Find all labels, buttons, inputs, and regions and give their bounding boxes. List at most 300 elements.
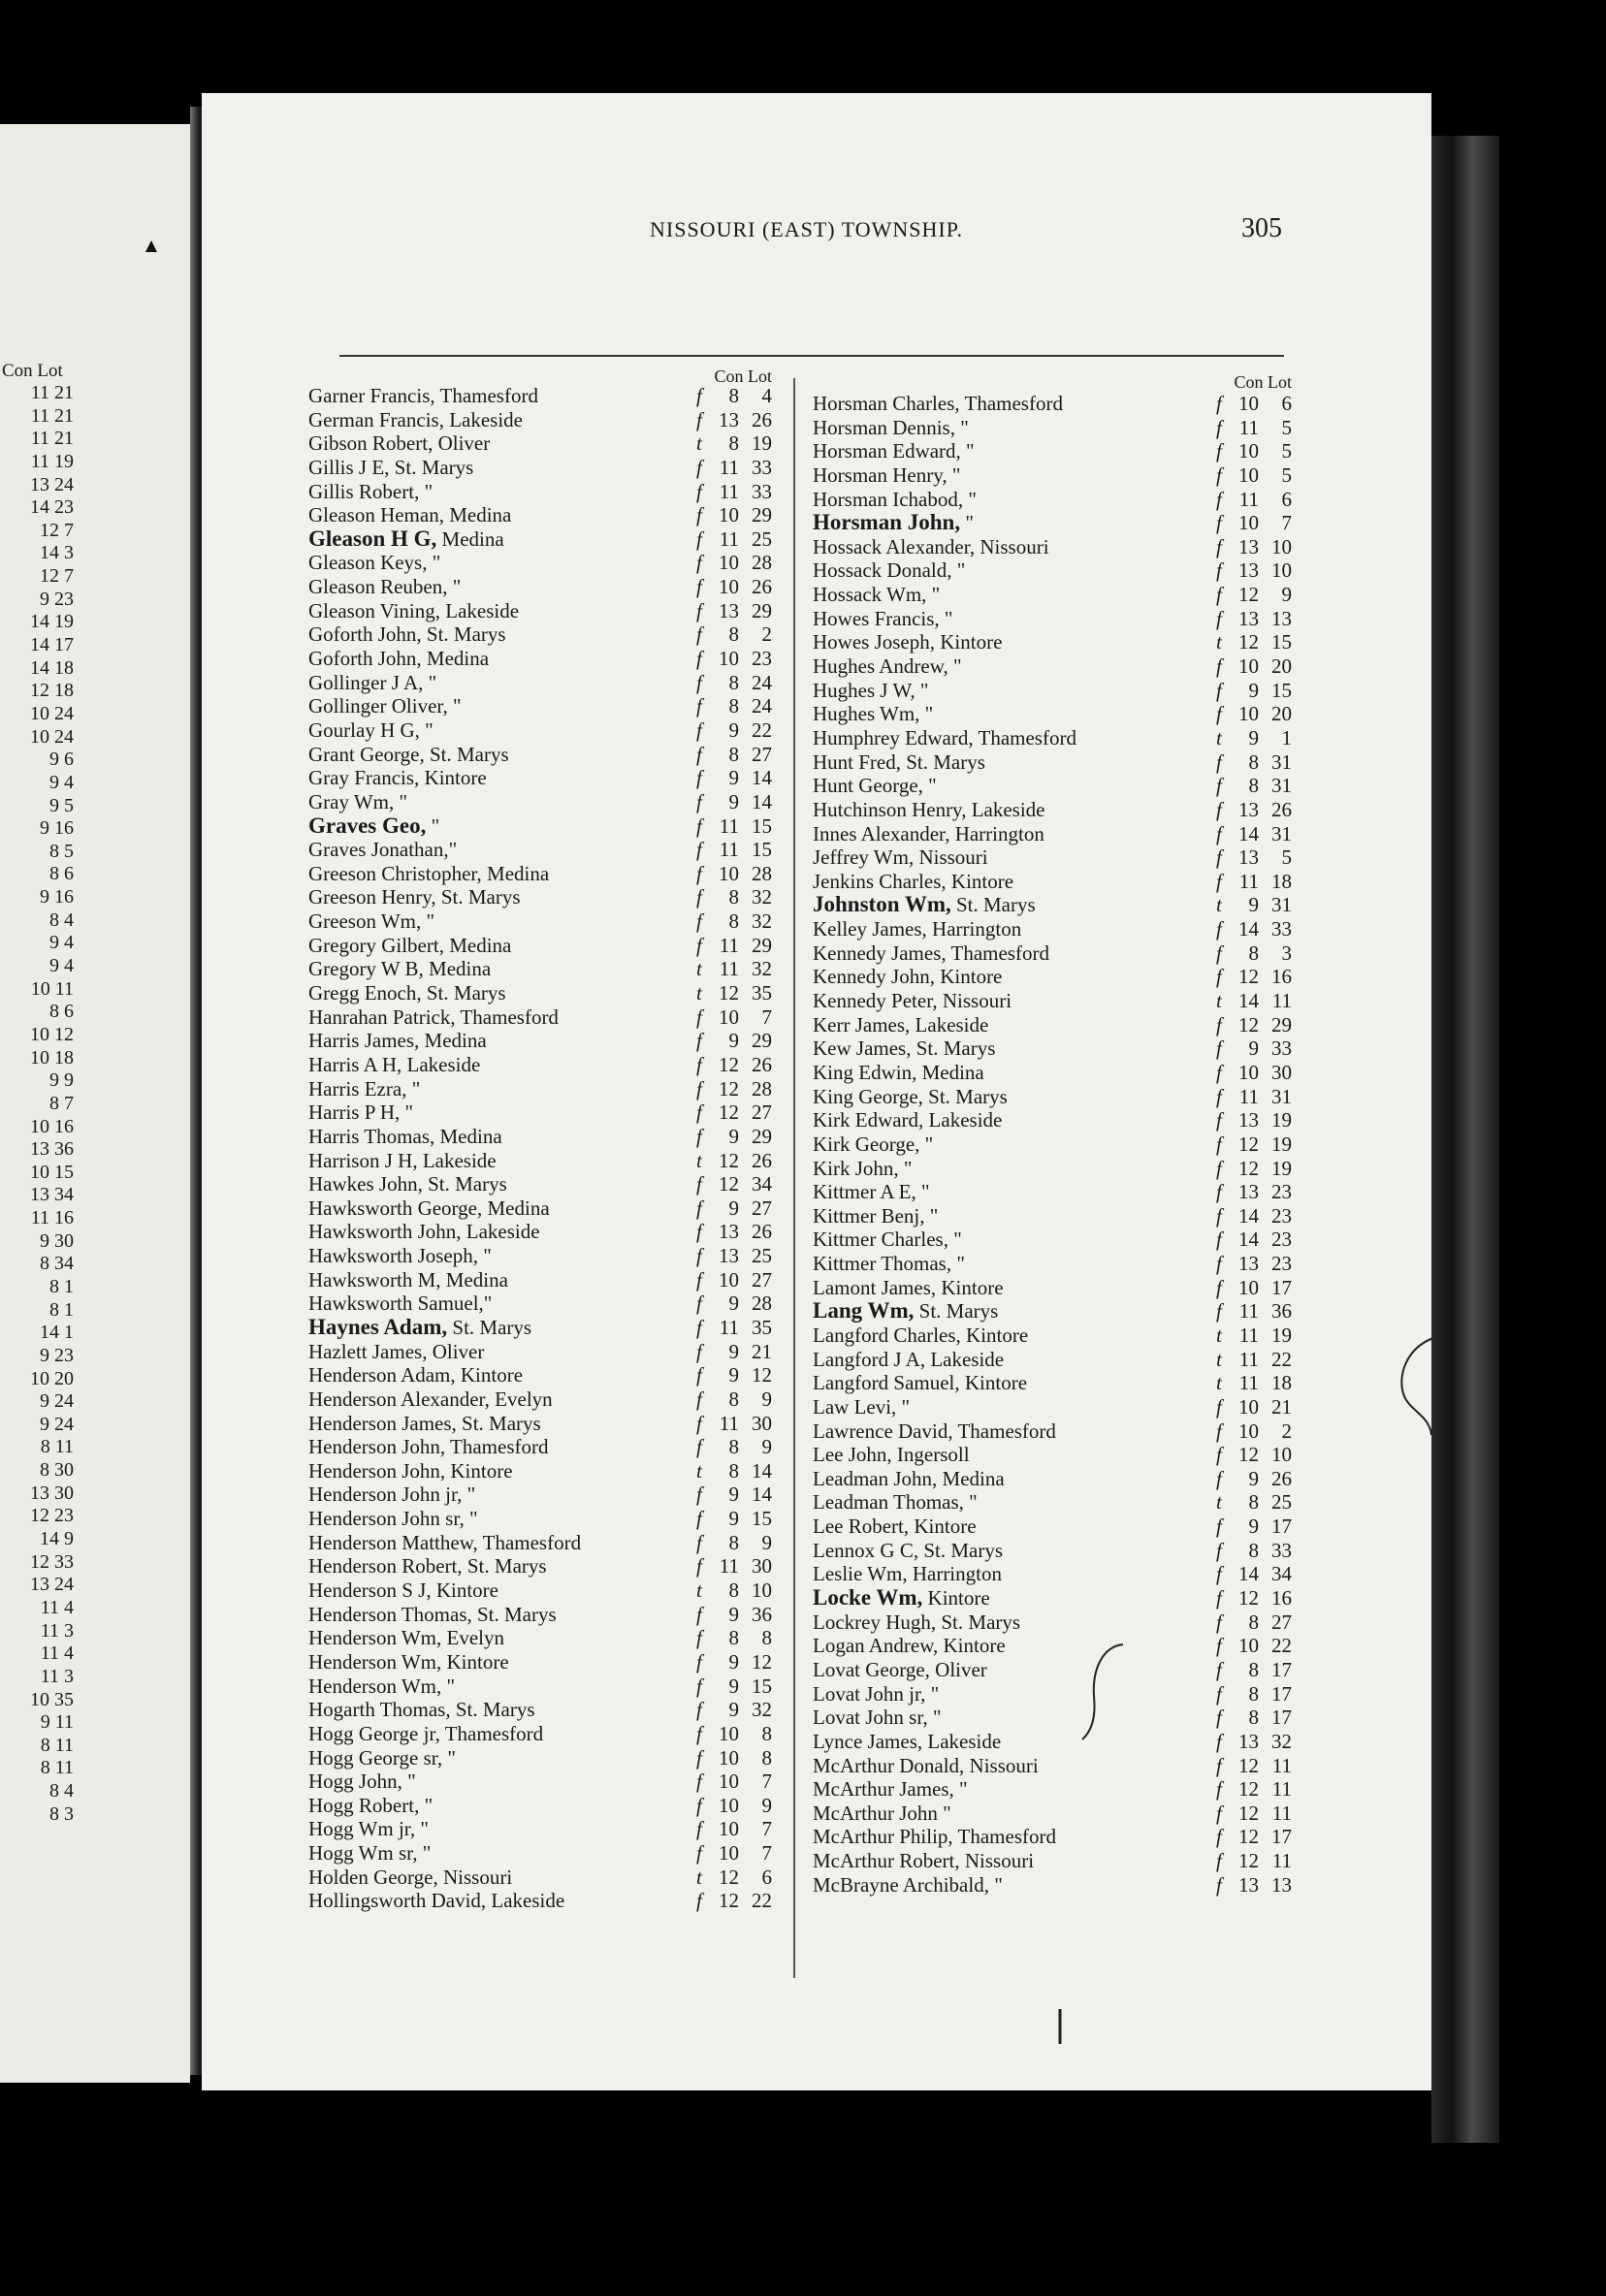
tenure-code: t	[1216, 725, 1222, 749]
concession-number: 12	[1238, 583, 1259, 607]
resident-name-text: Gleason Keys, "	[308, 551, 441, 575]
resident-name	[308, 1626, 504, 1649]
lot-number: 26	[752, 575, 772, 599]
left-page-con-lot-row: 9 6	[49, 749, 74, 771]
tenure-code: t	[1216, 630, 1222, 654]
directory-entry	[308, 790, 772, 814]
lot-number: 27	[752, 1100, 772, 1125]
lot-number: 12	[752, 1649, 772, 1674]
resident-name	[813, 989, 1012, 1012]
tenure-code: f	[696, 1721, 702, 1745]
concession-number: 11	[1238, 1371, 1259, 1395]
directory-entry	[813, 726, 1292, 750]
resident-name	[813, 1634, 1006, 1657]
resident-name	[813, 1754, 1039, 1777]
directory-entry	[813, 798, 1292, 822]
tenure-code: f	[1216, 774, 1222, 798]
directory-entry	[308, 1889, 772, 1913]
tenure-code: f	[1216, 749, 1222, 774]
resident-name	[308, 838, 457, 861]
tenure-code: f	[696, 1554, 702, 1578]
concession-number: 10	[719, 1721, 739, 1745]
directory-entry	[813, 1299, 1292, 1323]
directory-entry	[308, 1363, 772, 1387]
concession-number: 10	[1238, 1394, 1259, 1419]
tenure-code: f	[1216, 511, 1222, 535]
directory-entry	[308, 1292, 772, 1316]
directory-entry	[308, 1435, 772, 1459]
con-lot-header: Con Lot	[714, 367, 772, 386]
lot-number: 35	[752, 1315, 772, 1339]
concession-number: 9	[728, 1698, 739, 1722]
resident-name-text: Lovat George, Oliver	[813, 1657, 987, 1681]
tenure-code: f	[1216, 845, 1222, 870]
lot-number: 5	[1281, 439, 1292, 463]
resident-name-text: Jeffrey Wm, Nissouri	[813, 845, 988, 870]
tenure-code: f	[696, 1698, 702, 1722]
concession-number: 8	[1248, 1490, 1259, 1515]
concession-number: 9	[728, 766, 739, 790]
concession-number: 11	[719, 526, 739, 551]
resident-name	[308, 1841, 431, 1865]
lot-number: 19	[752, 431, 772, 456]
tenure-code: f	[696, 1889, 702, 1913]
directory-entry	[813, 1825, 1292, 1849]
left-page-con-lot-row: 13 24	[30, 1574, 74, 1596]
resident-name-text: Henderson Wm, Kintore	[308, 1649, 509, 1674]
resident-name	[813, 1802, 951, 1825]
resident-name-text: Henderson Matthew, Thamesford	[308, 1530, 582, 1554]
lot-number: 11	[1271, 1753, 1292, 1777]
tenure-code: f	[1216, 1681, 1222, 1706]
concession-number: 12	[719, 1076, 739, 1100]
resident-name	[308, 1889, 564, 1912]
resident-name	[813, 798, 1045, 821]
resident-name-text: Lamont James, Kintore	[813, 1275, 1004, 1299]
concession-number: 11	[719, 813, 739, 838]
lot-number: 17	[1271, 1825, 1292, 1849]
lot-number: 28	[752, 1076, 772, 1100]
resident-name	[813, 1395, 910, 1419]
directory-entry	[813, 1013, 1292, 1037]
resident-name	[813, 607, 952, 630]
concession-number: 10	[1238, 462, 1259, 487]
directory-entry	[308, 957, 772, 981]
lot-number: 33	[752, 455, 772, 479]
resident-name-text: Hutchinson Henry, Lakeside	[813, 797, 1045, 821]
resident-name-text: Hossack Wm, "	[813, 583, 941, 607]
resident-name-text: Henderson John jr, "	[308, 1483, 476, 1507]
concession-number: 11	[719, 455, 739, 479]
lot-number: 21	[752, 1339, 772, 1363]
directory-entry	[813, 1802, 1292, 1826]
left-page-con-lot-row: 12 7	[40, 519, 74, 541]
lot-number: 26	[1271, 797, 1292, 821]
concession-number: 11	[719, 838, 739, 862]
concession-number: 12	[719, 1052, 739, 1076]
tenure-code: f	[696, 1172, 702, 1196]
resident-name-text: Kirk John, "	[813, 1156, 913, 1180]
lot-number: 15	[752, 1674, 772, 1698]
tenure-code: f	[1216, 1849, 1222, 1873]
tenure-code: f	[696, 1315, 702, 1339]
directory-entry	[308, 694, 772, 718]
directory-entry	[308, 766, 772, 790]
resident-name-text: Henderson Wm, "	[308, 1674, 456, 1698]
left-page-con-lot-row: 12 7	[40, 565, 74, 588]
resident-name	[813, 679, 928, 702]
concession-number: 8	[1248, 749, 1259, 774]
concession-number: 12	[1238, 1777, 1259, 1802]
resident-name-text: Hogg George sr, "	[308, 1745, 456, 1770]
resident-name-text: Hawksworth Samuel,"	[308, 1292, 493, 1316]
resident-name	[813, 1777, 968, 1801]
left-page-con-lot-row: 11 4	[40, 1596, 74, 1618]
resident-name-text: Lovat John sr, "	[813, 1706, 942, 1730]
directory-entry	[813, 1586, 1292, 1610]
resident-name-text: Kew James, St. Marys	[813, 1036, 996, 1061]
resident-name	[813, 702, 933, 725]
resident-name	[308, 647, 489, 670]
left-page-con-lot-row: 10 18	[30, 1046, 74, 1068]
resident-name-text: Garner Francis, Thamesford	[308, 384, 538, 407]
lot-number: 9	[761, 1530, 772, 1554]
tenure-code: f	[1216, 1729, 1222, 1753]
tenure-code: f	[696, 909, 702, 934]
left-page-con-lot-row: 11 21	[30, 428, 74, 450]
tenure-code: f	[1216, 487, 1222, 511]
resident-name-text: Henderson James, St. Marys	[308, 1411, 541, 1435]
tenure-code: f	[696, 1387, 702, 1411]
resident-name	[308, 503, 511, 526]
tenure-code: f	[696, 1100, 702, 1125]
directory-entry	[813, 750, 1292, 775]
directory-entry	[308, 1483, 772, 1507]
lot-number: 3	[1281, 941, 1292, 965]
lot-number: 16	[1271, 965, 1292, 989]
tenure-code: f	[1216, 534, 1222, 558]
tenure-code: f	[1216, 558, 1222, 583]
directory-entry	[308, 551, 772, 575]
tenure-code: f	[696, 789, 702, 813]
left-page-con-lot-row: 11 16	[30, 1207, 74, 1229]
directory-entry	[308, 599, 772, 623]
resident-name	[308, 1244, 492, 1267]
directory-entry	[813, 1157, 1292, 1181]
tenure-code: f	[1216, 1657, 1222, 1681]
resident-name-text: Hawksworth George, Medina	[308, 1196, 550, 1220]
resident-name	[813, 1419, 1056, 1443]
pencil-stroke-mark	[1055, 2007, 1065, 2046]
resident-name	[308, 1077, 420, 1100]
resident-name-text: Jenkins Charles, Kintore	[813, 869, 1014, 893]
resident-name-text: Goforth John, Medina	[308, 647, 490, 671]
tenure-code: t	[1216, 1323, 1222, 1347]
tenure-code: t	[696, 431, 702, 456]
resident-name-text: Kirk George, "	[813, 1132, 934, 1156]
resident-name	[813, 1061, 984, 1084]
resident-name-text: Gibson Robert, Oliver	[308, 431, 491, 456]
lot-number: 31	[1271, 893, 1292, 917]
resident-name-text: McArthur John "	[813, 1801, 951, 1825]
left-page-con-lot-row: 9 24	[40, 1413, 74, 1435]
directory-entry	[813, 1180, 1292, 1204]
concession-number: 8	[728, 1435, 739, 1459]
concession-number: 13	[1238, 558, 1259, 583]
tenure-code: f	[1216, 1108, 1222, 1132]
left-page-con-lot-row: 9 11	[40, 1711, 74, 1734]
lot-number: 9	[761, 1793, 772, 1817]
concession-number: 8	[728, 885, 739, 909]
directory-entry	[813, 1348, 1292, 1372]
resident-name-text: McArthur Philip, Thamesford	[813, 1825, 1056, 1849]
resident-name-text: Kittmer Benj, "	[813, 1203, 939, 1228]
resident-name-text: McBrayne Archibald, "	[813, 1872, 1003, 1897]
tenure-code: f	[1216, 439, 1222, 463]
concession-number: 12	[719, 1865, 739, 1889]
directory-entry	[813, 1061, 1292, 1085]
resident-name	[813, 1730, 1001, 1753]
tenure-code: f	[1216, 1156, 1222, 1180]
tenure-code: f	[1216, 678, 1222, 702]
resident-name-text: Hunt Fred, St. Marys	[813, 749, 985, 774]
directory-entry	[308, 647, 772, 671]
directory-entry	[308, 1412, 772, 1436]
directory-entry	[308, 934, 772, 958]
lot-number: 9	[761, 1435, 772, 1459]
tenure-code: f	[696, 933, 702, 957]
lot-number: 26	[752, 1052, 772, 1076]
concession-number: 12	[719, 1148, 739, 1172]
lot-number: 32	[752, 957, 772, 981]
lot-number: 27	[752, 742, 772, 766]
lot-number: 26	[752, 1220, 772, 1244]
resident-name-text: Kittmer Charles, "	[813, 1228, 962, 1252]
left-page-con-lot-row: 10 24	[30, 702, 74, 724]
concession-number: 13	[719, 1244, 739, 1268]
concession-number: 8	[728, 1530, 739, 1554]
resident-post-office: St. Marys	[447, 1315, 532, 1339]
concession-number: 12	[1238, 1753, 1259, 1777]
lot-number: 10	[1271, 534, 1292, 558]
tenure-code: f	[1216, 1706, 1222, 1730]
tenure-code: f	[696, 1292, 702, 1316]
tenure-code: f	[696, 622, 702, 647]
lot-number: 17	[1271, 1681, 1292, 1706]
resident-name-text: Henderson S J, Kintore	[308, 1578, 498, 1603]
resident-name	[813, 439, 975, 462]
lot-number: 28	[752, 551, 772, 575]
lot-number: 29	[752, 1029, 772, 1053]
concession-number: 12	[1238, 1012, 1259, 1036]
lot-number: 14	[752, 1458, 772, 1483]
directory-entry	[813, 630, 1292, 654]
lot-number: 4	[761, 384, 772, 407]
left-page-con-lot-row: 10 16	[30, 1115, 74, 1137]
concession-number: 8	[1248, 774, 1259, 798]
lot-number: 26	[1271, 1466, 1292, 1490]
resident-name-text: Horsman Edward, "	[813, 439, 975, 463]
resident-name	[308, 790, 407, 813]
tenure-code: t	[1216, 1490, 1222, 1515]
concession-number: 9	[1248, 725, 1259, 749]
resident-post-office: St. Marys	[950, 893, 1036, 917]
resident-name	[308, 694, 462, 718]
lot-number: 15	[752, 1507, 772, 1531]
directory-entry	[308, 838, 772, 862]
resident-post-office: St. Marys	[914, 1299, 999, 1323]
resident-name-text: Langford Charles, Kintore	[813, 1323, 1029, 1347]
tenure-code: f	[696, 1602, 702, 1626]
tenure-code: f	[696, 1339, 702, 1363]
resident-name-text: Gleason Vining, Lakeside	[308, 598, 520, 622]
tenure-code: f	[1216, 654, 1222, 679]
resident-name	[308, 575, 461, 598]
left-page-con-lot-row: 8 6	[49, 863, 74, 885]
resident-name-text: Gollinger Oliver, "	[308, 694, 462, 718]
resident-name	[308, 909, 434, 933]
directory-entry	[813, 1108, 1292, 1132]
directory-entry	[308, 1794, 772, 1818]
lot-number: 36	[1271, 1299, 1292, 1323]
lot-number: 17	[1271, 1275, 1292, 1299]
resident-name-text: Hawksworth M, Medina	[308, 1267, 508, 1292]
lot-number: 25	[1271, 1490, 1292, 1515]
concession-number: 11	[1238, 869, 1259, 893]
directory-entry	[813, 774, 1292, 798]
directory-entry	[308, 1841, 772, 1866]
resident-name	[308, 1794, 433, 1817]
resident-name-text: Humphrey Edward, Thamesford	[813, 725, 1076, 749]
lot-number: 2	[761, 622, 772, 647]
directory-entry	[308, 1005, 772, 1030]
concession-number: 12	[1238, 630, 1259, 654]
resident-name-text: Innes Alexander, Harrington	[813, 821, 1044, 845]
concession-number: 10	[719, 1793, 739, 1817]
concession-number: 8	[1248, 1610, 1259, 1634]
resident-name-text: Lee John, Ingersoll	[813, 1443, 970, 1467]
concession-number: 9	[1248, 1036, 1259, 1061]
concession-number: 11	[1238, 1299, 1259, 1323]
left-page-con-lot-row: 8 7	[49, 1092, 74, 1114]
lot-number: 19	[1271, 1323, 1292, 1347]
concession-number: 9	[728, 1674, 739, 1698]
lot-number: 33	[1271, 917, 1292, 941]
tenure-code: f	[696, 1626, 702, 1650]
resident-name	[308, 1554, 547, 1578]
concession-number: 9	[1248, 1466, 1259, 1490]
lot-number: 29	[1271, 1012, 1292, 1036]
lot-number: 12	[752, 1363, 772, 1387]
concession-number: 11	[719, 1315, 739, 1339]
concession-number: 8	[1248, 1657, 1259, 1681]
lot-number: 19	[1271, 1156, 1292, 1180]
resident-name	[308, 1100, 413, 1124]
directory-entry	[813, 1754, 1292, 1778]
tenure-code: f	[696, 647, 702, 671]
resident-name	[308, 551, 440, 574]
concession-number: 8	[728, 1387, 739, 1411]
directory-entry	[308, 1172, 772, 1196]
concession-number: 9	[1248, 893, 1259, 917]
lot-number: 25	[752, 526, 772, 551]
concession-number: 11	[719, 957, 739, 981]
resident-name-text: Goforth John, St. Marys	[308, 622, 506, 647]
resident-name	[308, 1125, 502, 1148]
directory-entry	[813, 463, 1292, 488]
resident-name	[308, 408, 523, 431]
resident-name	[813, 416, 969, 439]
tenure-code: f	[1216, 1132, 1222, 1156]
resident-name-text: Kelley James, Harrington	[813, 917, 1022, 941]
left-page-con-lot-row: 9 16	[40, 886, 74, 909]
lot-number: 29	[752, 503, 772, 527]
concession-number: 11	[1238, 1084, 1259, 1108]
directory-entry	[813, 416, 1292, 440]
lot-number: 19	[1271, 1132, 1292, 1156]
lot-number: 32	[1271, 1729, 1292, 1753]
resident-name	[813, 1586, 990, 1610]
resident-name	[813, 1562, 1002, 1585]
resident-name	[308, 1220, 540, 1243]
tenure-code: f	[696, 1004, 702, 1029]
lot-number: 8	[761, 1745, 772, 1770]
lot-number: 6	[1281, 392, 1292, 415]
directory-entry	[813, 1419, 1292, 1444]
con-lot-header: Con Lot	[1234, 372, 1292, 392]
directory-entry	[308, 981, 772, 1005]
concession-number: 9	[728, 1483, 739, 1507]
directory-entry	[813, 1467, 1292, 1491]
tenure-code: f	[696, 1029, 702, 1053]
tenure-code: f	[696, 1649, 702, 1674]
lot-number: 15	[752, 813, 772, 838]
resident-name-text: Gourlay H G, "	[308, 718, 434, 742]
left-page-con-lot-row: 14 3	[40, 542, 74, 564]
resident-name	[813, 1036, 995, 1060]
tenure-code: f	[696, 407, 702, 431]
resident-name-text: Harris P H, "	[308, 1100, 414, 1125]
directory-entry	[308, 1722, 772, 1746]
concession-number: 12	[719, 1100, 739, 1125]
left-page-con-lot-header: Con Lot	[2, 361, 63, 381]
tenure-code: f	[696, 1435, 702, 1459]
tenure-code: f	[696, 1363, 702, 1387]
resident-name	[813, 654, 962, 678]
concession-number: 14	[1238, 1228, 1259, 1252]
left-page-con-lot-row: 11 3	[40, 1665, 74, 1687]
directory-entry	[308, 1077, 772, 1101]
resident-name-text: Hawksworth Joseph, "	[308, 1244, 492, 1268]
tenure-code: f	[1216, 821, 1222, 845]
tenure-code: f	[696, 598, 702, 622]
lot-number: 27	[752, 1196, 772, 1220]
lot-number: 29	[752, 598, 772, 622]
lot-number: 31	[1271, 749, 1292, 774]
directory-entry	[813, 917, 1292, 941]
resident-name-text: Hazlett James, Oliver	[308, 1339, 485, 1363]
directory-entry	[813, 1610, 1292, 1635]
resident-name	[813, 1013, 988, 1036]
concession-number: 9	[728, 1602, 739, 1626]
tenure-code: f	[696, 1124, 702, 1148]
resident-name	[308, 1698, 535, 1721]
left-page-con-lot-row: 9 5	[49, 794, 74, 816]
concession-number: 8	[728, 909, 739, 934]
directory-entry	[308, 456, 772, 480]
resident-name	[308, 1603, 557, 1626]
concession-number: 13	[1238, 1108, 1259, 1132]
